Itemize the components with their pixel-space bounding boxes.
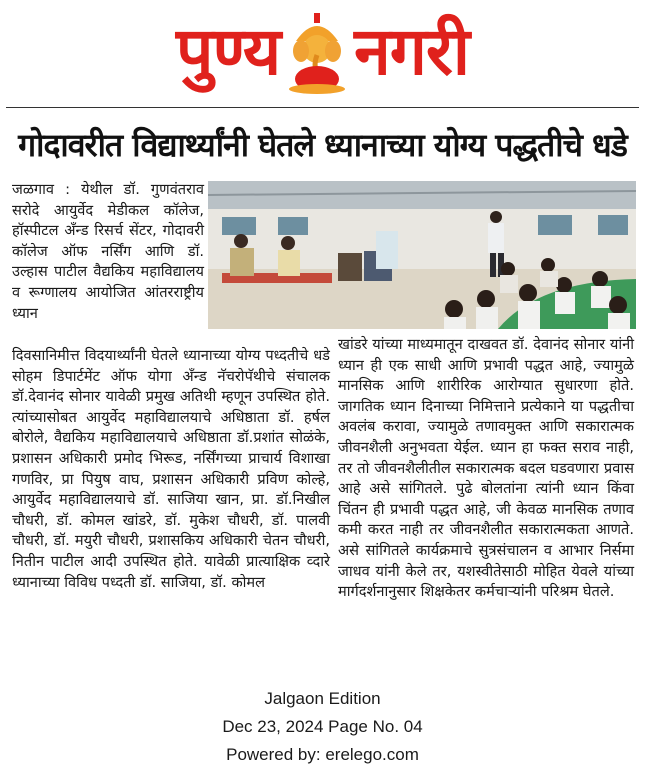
powered-by-label: Powered by: erelego.com — [226, 745, 419, 764]
masthead-title-left: पुण्य — [175, 13, 281, 90]
article-body-right: खांडरे यांच्या माध्यमातून दाखवत डॉ. देवानंद सोनार यांनी ध्यान ही एक साधी आणि प्रभावी पद्धत आहे, ज्यामुळे मानसिक आणि शारीरिक आरोग्यात सुधारणा होते. जागतिक ध्यान दिनाच्या निमित्ताने प्रत्येकाने या पद्धतीचा अवलंब करावा, ज्यामुळे तणावमुक्त आणि सकारात्मक जीवनशैली अनुभवता येईल. ध्यान हा फक्त सराव नाही, तर तो जीवनशैलीतील सकारात्मक बदल घडवणारा प्रवास आहे असे सांगितले. पुढे बोलतांना त्यांनी ध्यान किंवा चिंतन ही प्रभावी पद्धत आहे, जी केवळ मानसिक तणाव कमी करत नाही तर जीवनशैलीत सकारात्मकता आणते. असे सांगितले कार्यक्रमाचे सुत्रसंचालन व आभार निर्समा जाधव यांनी केले तर, यशस्वीतेसाठी मोहित येवले यांच्या मार्गदर्शनानुसार शिक्षकेतर कर्मचाऱ्यांनी परिश्रम घेतले. — [338, 336, 634, 601]
article-photo — [208, 181, 636, 329]
ganesha-emblem-icon — [284, 9, 350, 95]
article-headline: गोदावरीत विद्यार्थ्यांनी घेतले ध्यानाच्या योग्य पद्धतीचे धडे — [18, 126, 627, 164]
edition-label: Jalgaon Edition — [264, 689, 381, 708]
masthead — [0, 0, 645, 104]
page-footer — [0, 685, 645, 769]
article-intro: जळगाव : येथील डॉ. गुणवंतराव सरोदे आयुर्वेद मेडीकल कॉलेज, हॉस्पीटल अँन्ड रिसर्च सेंटर, गोदावरी कॉलेज ऑफ नर्सिंग आणि डॉ. उल्हास पाटील वैद्यकिय महाविद्यालय व रूग्णालय आयोजित आंतरराष्ट्रीय ध्यान — [12, 181, 204, 322]
masthead-title-right: नगरी — [354, 13, 469, 90]
masthead-divider — [6, 107, 639, 108]
article-body-left: दिवसानिमीत्त विदयार्थ्यांनी घेतले ध्यानाच्या योग्य पध्दतीचे धडे सोहम डिपार्टमेंट ऑफ योगा अँन्ड नॅचरोपॅथीचे संचालक डॉ.देवानंद सोनार यावेळी प्रमुख अतिथी म्हणून उपस्थित होते. त्यांच्यासोबत आयुर्वेद महाविद्यालयाचे अधिष्ठाता डॉ. हर्षल बोरोले, वैद्यकिय महाविद्यालयाचे अधिष्ठाता डॉ.प्रशांत सोळंके, प्रशासन अधिकारी प्रमोद भिरूड, नर्सिंगच्या प्राचार्य विशाखा गणविर, प्रा पियुष वाघ, प्रशासन अधिकारी प्रविण कोल्हे, आयुर्वेद महाविद्यालयाचे डॉ. साजिया खान, प्रा. डॉ.निखील चौधरी, डॉ. कोमल खांडरे, डॉ. मुकेश चौधरी, डॉ. पालवी चौधरी, डॉ. मयुरी चौधरी, प्रशासकिय अधिकारी चेतन चौधरी, नितीन पाटील आदी उपस्थित होते. यावेळी प्रात्याक्षिक व्दारे ध्यानाच्या विविध पध्दती डॉ. साजिया, डॉ. कोमल — [12, 347, 330, 591]
date-page-label: Dec 23, 2024 Page No. 04 — [222, 717, 423, 736]
